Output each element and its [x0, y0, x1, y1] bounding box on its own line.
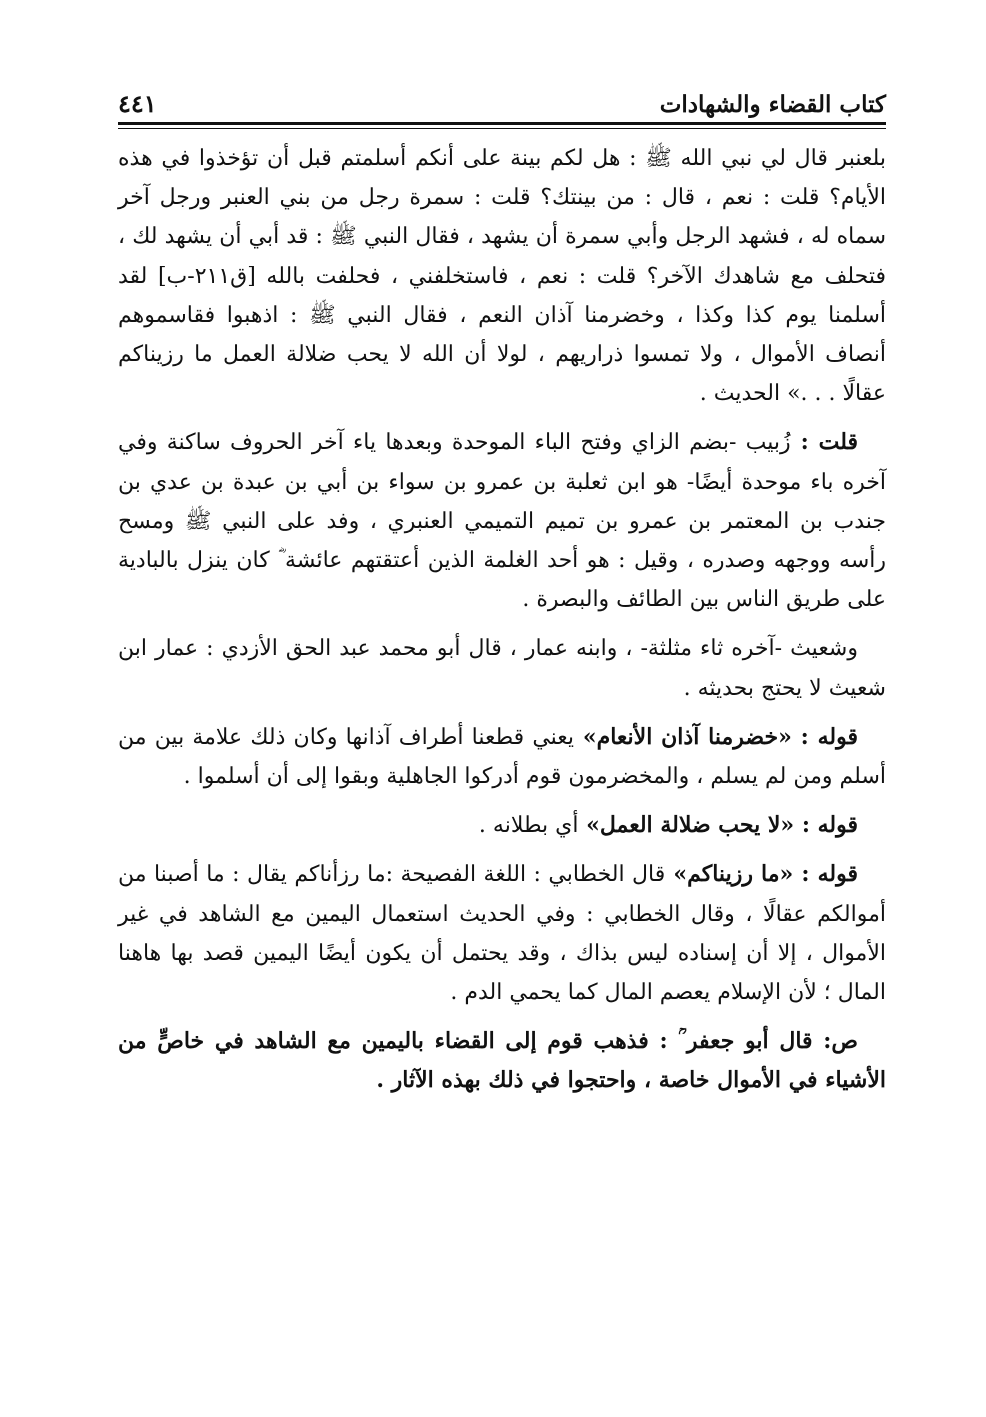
paragraph-khadramna — [118, 718, 886, 796]
paragraph-text: بلعنبر قال لي نبي الله ﷺ : هل لكم بينة على أنكم أسلمتم قبل أن تؤخذوا في هذه الأيام؟ قلت : نعم ، قال : من بينتك؟ قلت : سمرة رجل من بني العنبر ورجل آخر سماه له ، فشهد الرجل وأبي سمرة أن يشهد ، فقال النبي ﷺ : قد أبي أن يشهد لك ، فتحلف مع شاهدك الآخر؟ قلت : نعم ، فاستخلفني ، فحلفت بالله [ق٢١١-ب] لقد أسلمنا يوم كذا وكذا ، وخضرمنا آذان النعم ، فقال النبي ﷺ : اذهبوا فقاسموهم أنصاف الأموال ، ولا تمسوا ذراريهم ، لولا أن الله لا يحب ضلالة العمل ما رزيناكم عقالًا . . .» الحديث . — [118, 146, 886, 407]
paragraph-lead: قوله : «خضرمنا آذان الأنعام» — [574, 723, 858, 750]
body-text — [118, 139, 886, 1101]
paragraph-lead: ص: قال أبو جعفر ؒ : — [648, 1028, 858, 1055]
header-rule-thick — [118, 122, 886, 125]
paragraph-text: أي بطلانه . — [478, 813, 579, 839]
paragraph-text: قال الخطابي : اللغة الفصيحة :ما رزأناكم يقال : ما أصبنا من أموالكم عقالًا ، وقال الخطابي : وفي الحديث استعمال اليمين مع الشاهد في غير الأموال ، إلا أن إسناده ليس بذاك ، وقد يحتمل أن يكون أيضًا اليمين قصد بها هاهنا المال ؛ لأن الإسلام يعصم المال كما يحمي الدم . — [118, 862, 886, 1006]
paragraph-lead: قوله : «ما رزيناكم» — [665, 861, 859, 888]
document-page — [118, 74, 886, 1111]
paragraph-text: وشعيث -آخره ثاء مثلثة- ، وابنه عمار ، قال أبو محمد عبد الحق الأزدي : عمار ابن شعيث لا يحتج بحديثه . — [118, 636, 886, 701]
paragraph-matn-abu-jafar — [118, 1022, 886, 1100]
paragraph-shuayth — [118, 629, 886, 707]
paragraph-commentary-zubayb — [118, 423, 886, 619]
paragraph-text: فذهب قوم إلى القضاء باليمين مع الشاهد في خاصٍّ من الأشياء في الأموال خاصة ، واحتجوا في ذلك بهذه الآثار . — [118, 1028, 886, 1094]
paragraph-razaynakum — [118, 855, 886, 1012]
header-rule-thin — [118, 128, 886, 129]
page-header — [118, 74, 886, 118]
paragraph-text: زُبيب -بضم الزاي وفتح الباء الموحدة وبعدها ياء آخر الحروف ساكنة وفي آخره باء موحدة أيضًا- هو ابن ثعلبة بن عمرو بن سواء بن أبي بن عبدة بن عدي بن جندب بن المعتمر بن عمرو بن تميم التميمي العنبري ، وفد على النبي ﷺ ومسح رأسه ووجهه وصدره ، وقيل : هو أحد الغلمة الذين أعتقتهم عائشة ؓ كان ينزل بالبادية على طريق الناس بين الطائف والبصرة . — [118, 430, 886, 613]
paragraph-lead: قلت : — [790, 429, 859, 456]
paragraph-hadith-continuation — [118, 139, 886, 413]
paragraph-lead: قوله : «لا يحب ضلالة العمل» — [578, 812, 858, 839]
paragraph-dalalat-al-amal — [118, 806, 886, 845]
paragraph-text: يعني قطعنا أطراف آذانها وكان ذلك علامة بين من أسلم ومن لم يسلم ، والمخضرمون قوم أدركوا الجاهلية وبقوا إلى أن أسلموا . — [118, 724, 886, 790]
page-number: ٤٤١ — [118, 89, 157, 118]
running-title: كتاب القضاء والشهادات — [659, 91, 886, 118]
